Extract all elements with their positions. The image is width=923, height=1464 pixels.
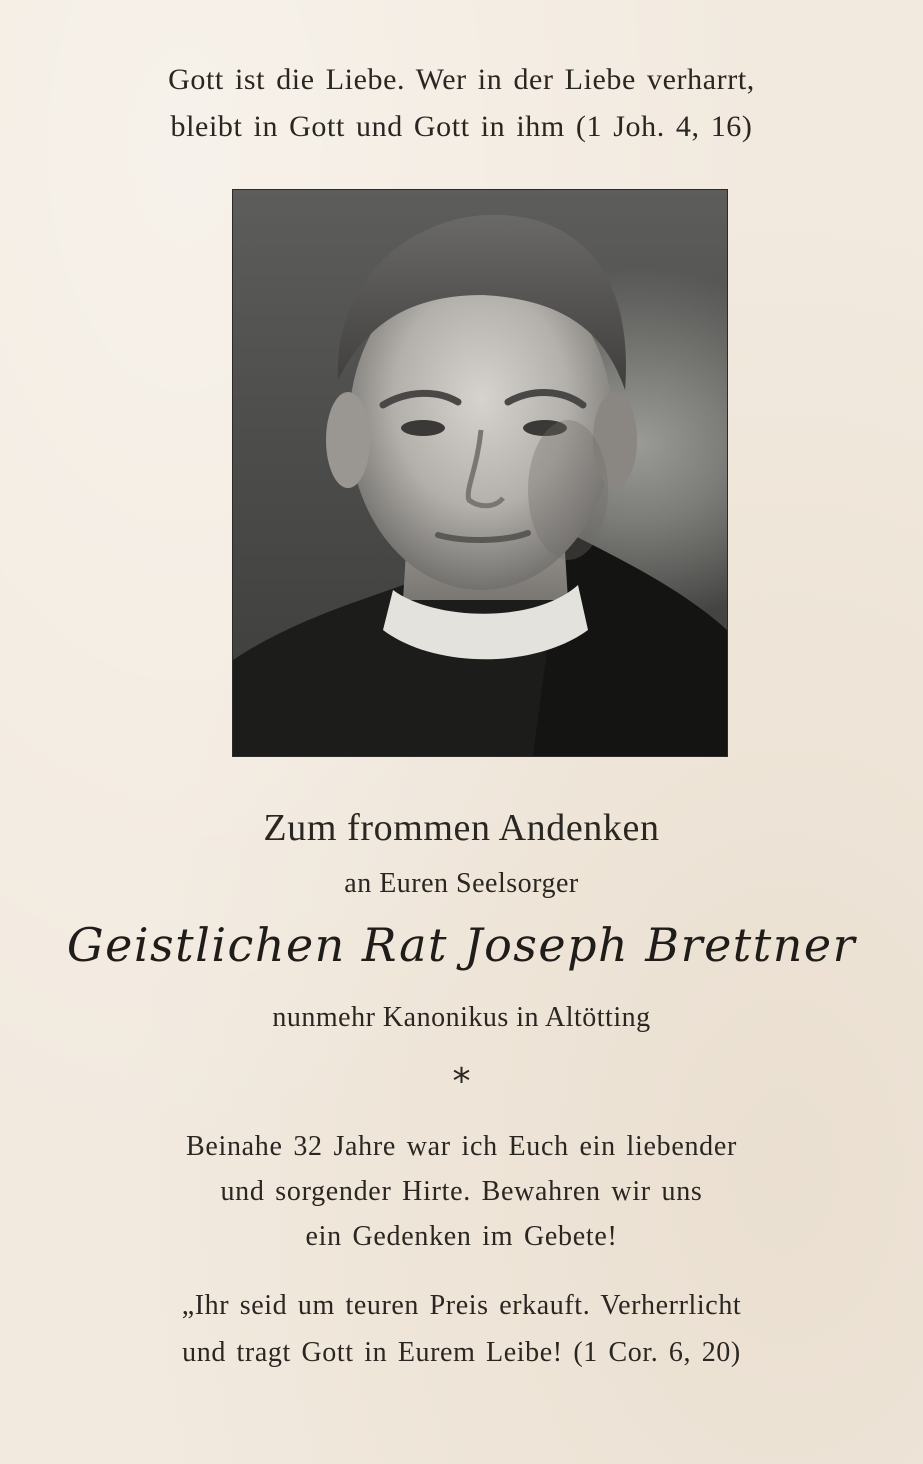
message-line-3: ein Gedenken im Gebete!: [305, 1221, 618, 1252]
top-bible-verse: [60, 56, 863, 150]
top-verse-line-1: Gott ist die Liebe. Wer in der Liebe verharrt,: [168, 63, 755, 96]
portrait-photo: [233, 190, 727, 756]
portrait-illustration: [233, 190, 727, 756]
message-line-2: und sorgender Hirte. Bewahren wir uns: [220, 1176, 703, 1207]
bottom-bible-verse: [60, 1282, 863, 1376]
bottom-verse-line-1: „Ihr seid um teuren Preis erkauft. Verherrlicht: [181, 1290, 742, 1321]
message-line-1: Beinahe 32 Jahre war ich Euch ein liebender: [186, 1131, 737, 1162]
deceased-name: Geistlichen Rat Joseph Brettner: [66, 918, 857, 972]
deceased-office: nunmehr Kanonikus in Altötting: [272, 1002, 651, 1033]
memorial-heading: Zum frommen Andenken: [263, 807, 660, 849]
memorial-subheading: an Euren Seelsorger: [344, 868, 579, 899]
memorial-message: [60, 1124, 863, 1259]
asterisk-divider: *: [452, 1061, 471, 1102]
bottom-verse-line-2: und tragt Gott in Eurem Leibe! (1 Cor. 6, 20): [182, 1337, 741, 1368]
top-verse-line-2: bleibt in Gott und Gott in ihm (1 Joh. 4, 16): [170, 110, 753, 143]
